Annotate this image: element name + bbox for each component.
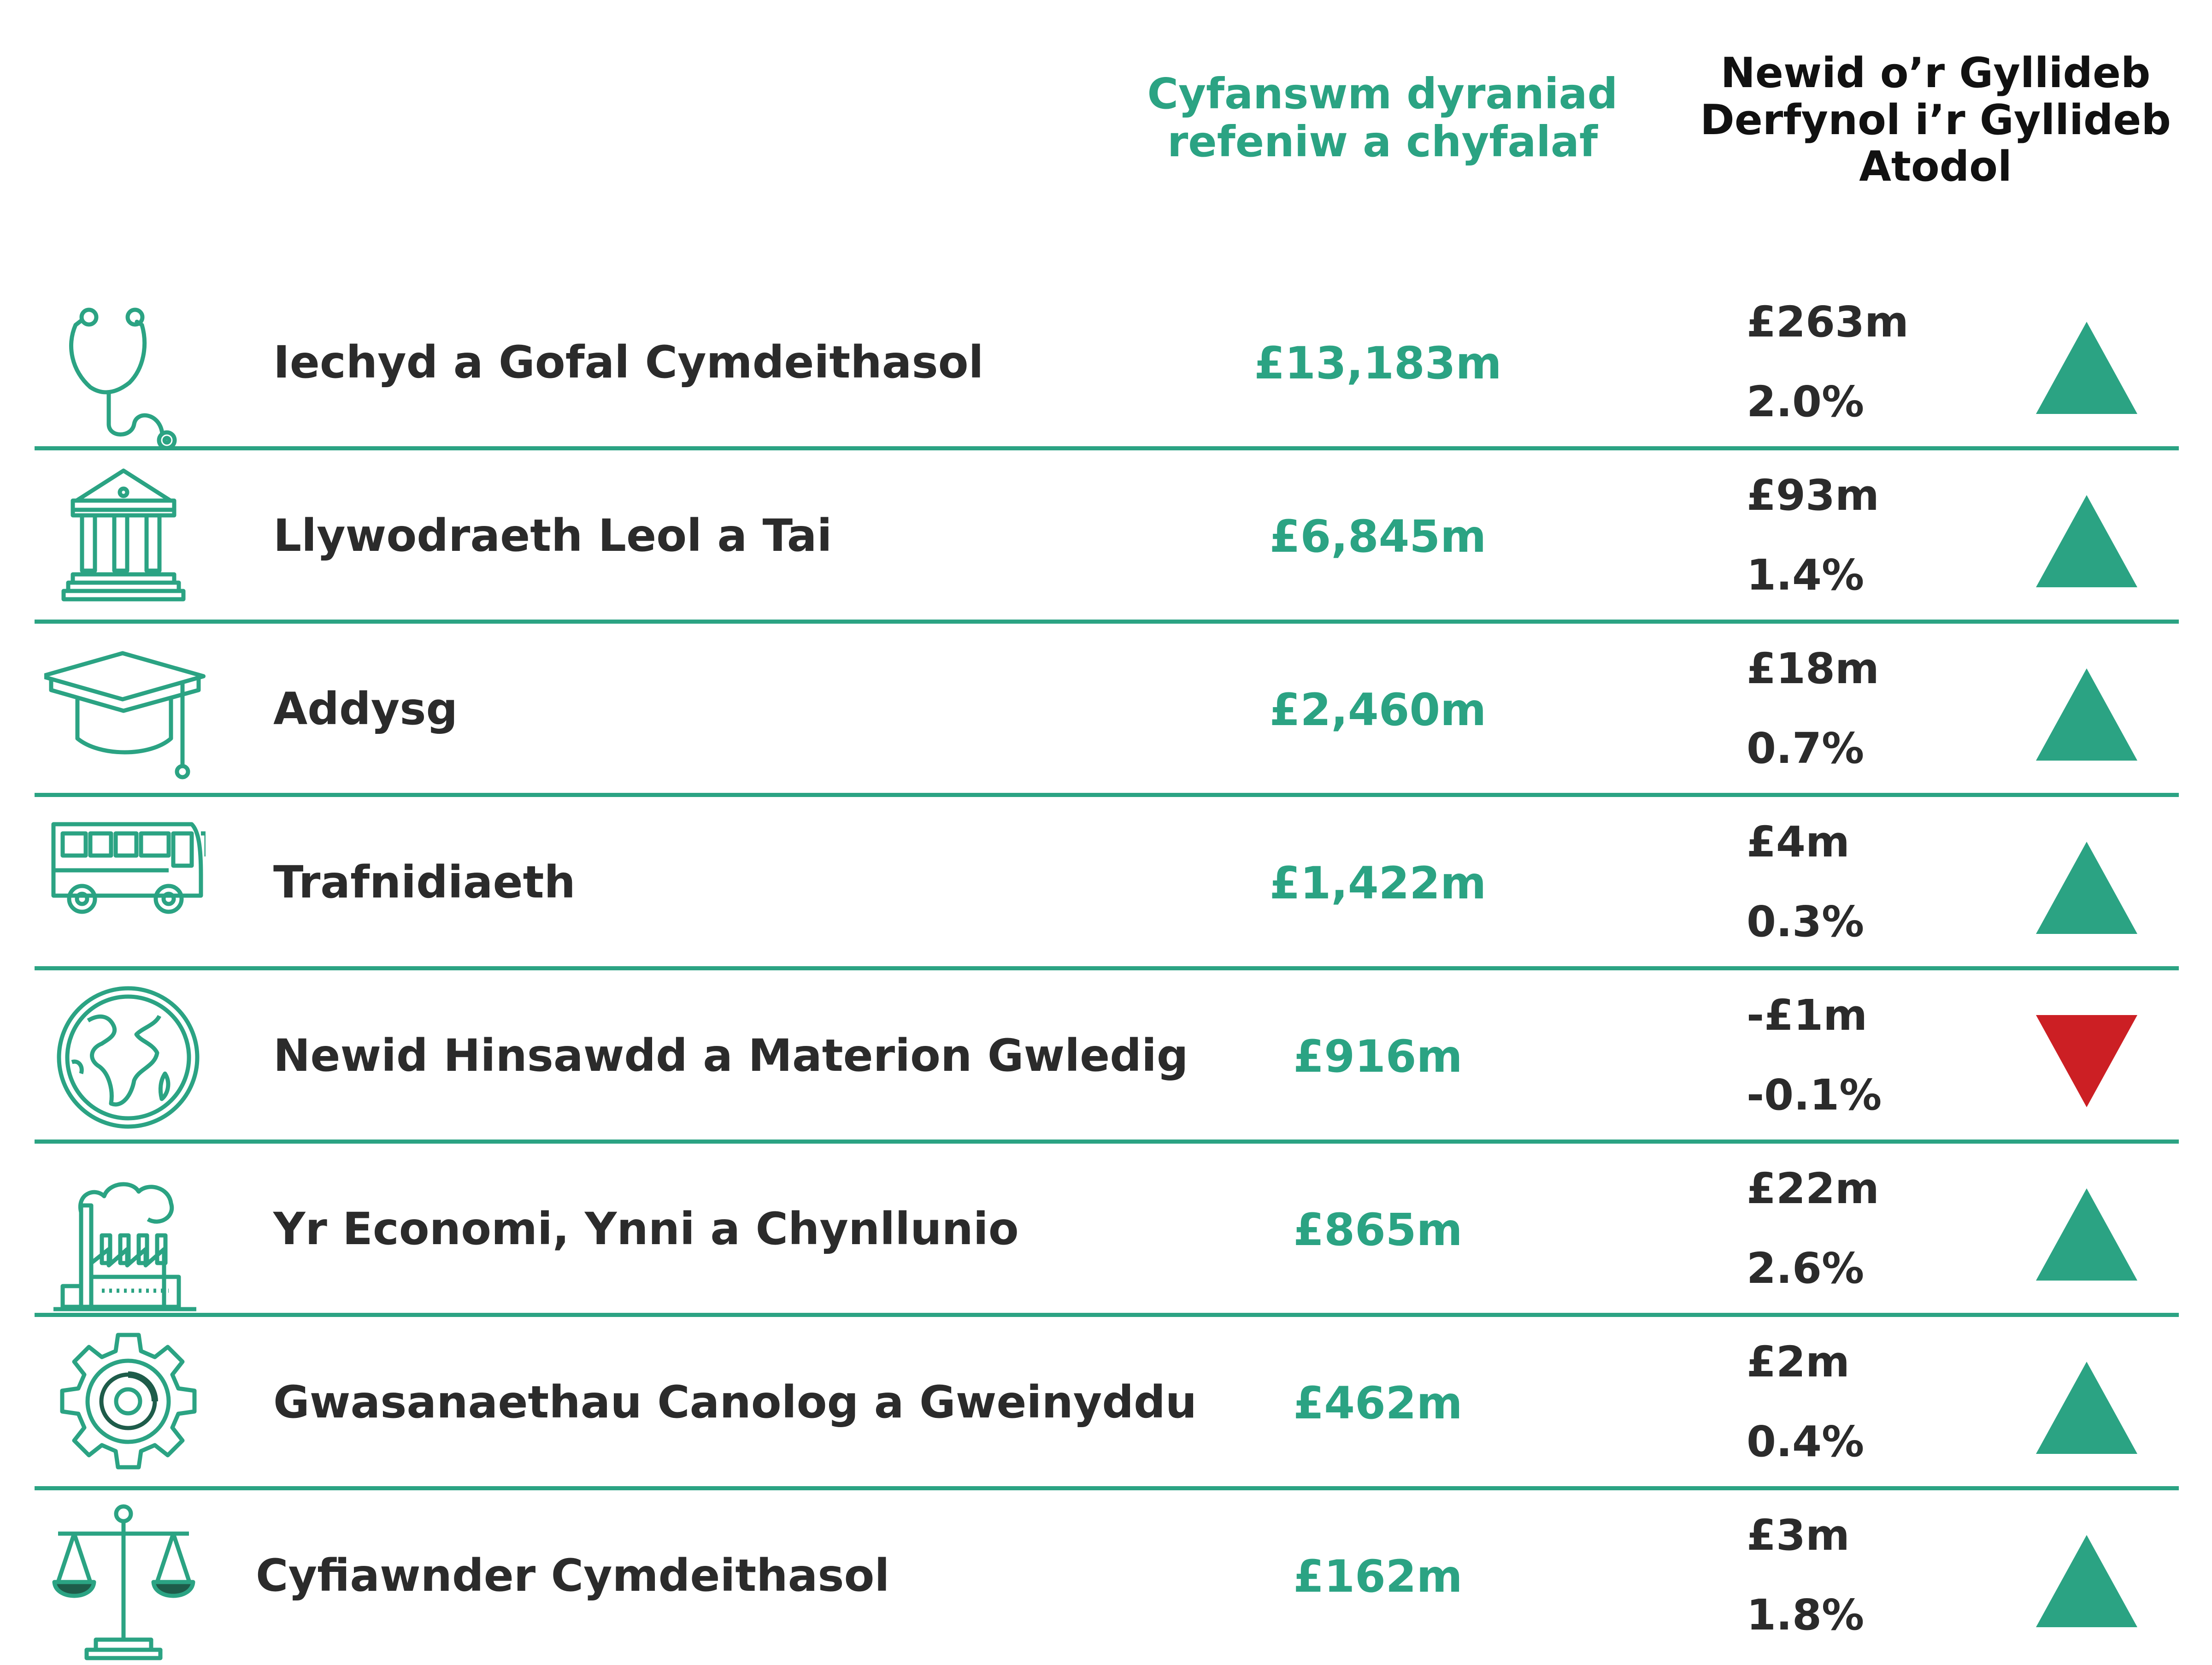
change-percent: 0.3% xyxy=(1747,897,1865,946)
scales-of-justice-icon xyxy=(44,1490,206,1663)
category-name: Newid Hinsawdd a Materion Gwledig xyxy=(273,1030,1188,1081)
category-name: Addysg xyxy=(273,683,458,735)
table-row xyxy=(0,797,2212,970)
total-allocation-value: £162m xyxy=(1293,1551,1463,1602)
table-row xyxy=(0,277,2212,450)
change-amount: £18m xyxy=(1747,644,1879,693)
change-percent: 0.4% xyxy=(1747,1417,1865,1466)
bus-icon xyxy=(44,797,206,970)
change-percent: -0.1% xyxy=(1747,1070,1882,1120)
change-amount: £2m xyxy=(1747,1337,1850,1387)
header-total-line1: Cyfanswm dyraniad xyxy=(1147,69,1618,118)
increase-arrow-shape xyxy=(2036,842,2137,934)
header-total-line2: refeniw a chyfalaf xyxy=(1167,117,1598,166)
header-change-line1: Newid o’r Gyllideb xyxy=(1720,49,2151,97)
table-row xyxy=(0,1490,2212,1663)
table-row xyxy=(0,970,2212,1143)
government-building-icon xyxy=(44,450,206,623)
decrease-arrow-icon xyxy=(2036,1015,2137,1107)
increase-arrow-icon xyxy=(2036,495,2137,587)
increase-arrow-shape xyxy=(2036,1535,2137,1627)
increase-arrow-shape xyxy=(2036,1188,2137,1281)
change-percent: 1.8% xyxy=(1747,1590,1865,1640)
category-name: Cyfiawnder Cymdeithasol xyxy=(256,1550,890,1601)
total-allocation-value: £1,422m xyxy=(1269,857,1487,909)
change-percent: 2.6% xyxy=(1747,1244,1865,1293)
increase-arrow-icon xyxy=(2036,1535,2137,1627)
globe-icon xyxy=(44,970,206,1143)
category-name: Yr Economi, Ynni a Chynllunio xyxy=(273,1203,1019,1255)
total-allocation-value: £2,460m xyxy=(1269,684,1487,736)
increase-arrow-shape xyxy=(2036,322,2137,414)
change-amount: £3m xyxy=(1747,1511,1850,1560)
total-allocation-value: £6,845m xyxy=(1269,511,1487,562)
increase-arrow-shape xyxy=(2036,1362,2137,1454)
change-amount: £4m xyxy=(1747,817,1850,867)
factory-icon xyxy=(44,1143,206,1317)
change-amount: £93m xyxy=(1747,471,1879,520)
increase-arrow-icon xyxy=(2036,842,2137,934)
table-row xyxy=(0,450,2212,623)
table-row xyxy=(0,1143,2212,1317)
table-row xyxy=(0,623,2212,797)
increase-arrow-icon xyxy=(2036,668,2137,761)
stethoscope-icon xyxy=(44,277,206,450)
category-name: Trafnidiaeth xyxy=(273,856,576,908)
increase-arrow-icon xyxy=(2036,322,2137,414)
change-amount: £263m xyxy=(1747,297,1909,347)
change-amount: -£1m xyxy=(1747,991,1868,1040)
increase-arrow-icon xyxy=(2036,1362,2137,1454)
category-name: Gwasanaethau Canolog a Gweinyddu xyxy=(273,1376,1197,1428)
total-allocation-value: £13,183m xyxy=(1254,337,1502,389)
change-amount: £22m xyxy=(1747,1164,1879,1213)
graduation-cap-icon xyxy=(44,623,206,797)
category-name: Llywodraeth Leol a Tai xyxy=(273,510,832,561)
change-percent: 1.4% xyxy=(1747,550,1865,600)
header-total-allocation xyxy=(1060,70,1705,166)
increase-arrow-shape xyxy=(2036,495,2137,587)
header-change-line3: Atodol xyxy=(1859,142,2012,191)
total-allocation-value: £462m xyxy=(1293,1377,1463,1429)
header-budget-change xyxy=(1641,50,2212,190)
total-allocation-value: £916m xyxy=(1293,1031,1463,1082)
category-name: Iechyd a Gofal Cymdeithasol xyxy=(273,337,984,388)
change-percent: 0.7% xyxy=(1747,724,1865,773)
gear-icon xyxy=(44,1317,206,1490)
total-allocation-value: £865m xyxy=(1293,1204,1463,1256)
header-change-line2: Derfynol i’r Gyllideb xyxy=(1700,95,2171,144)
decrease-arrow-shape xyxy=(2036,1015,2137,1107)
change-percent: 2.0% xyxy=(1747,377,1865,426)
increase-arrow-icon xyxy=(2036,1188,2137,1281)
increase-arrow-shape xyxy=(2036,668,2137,761)
table-row xyxy=(0,1317,2212,1490)
